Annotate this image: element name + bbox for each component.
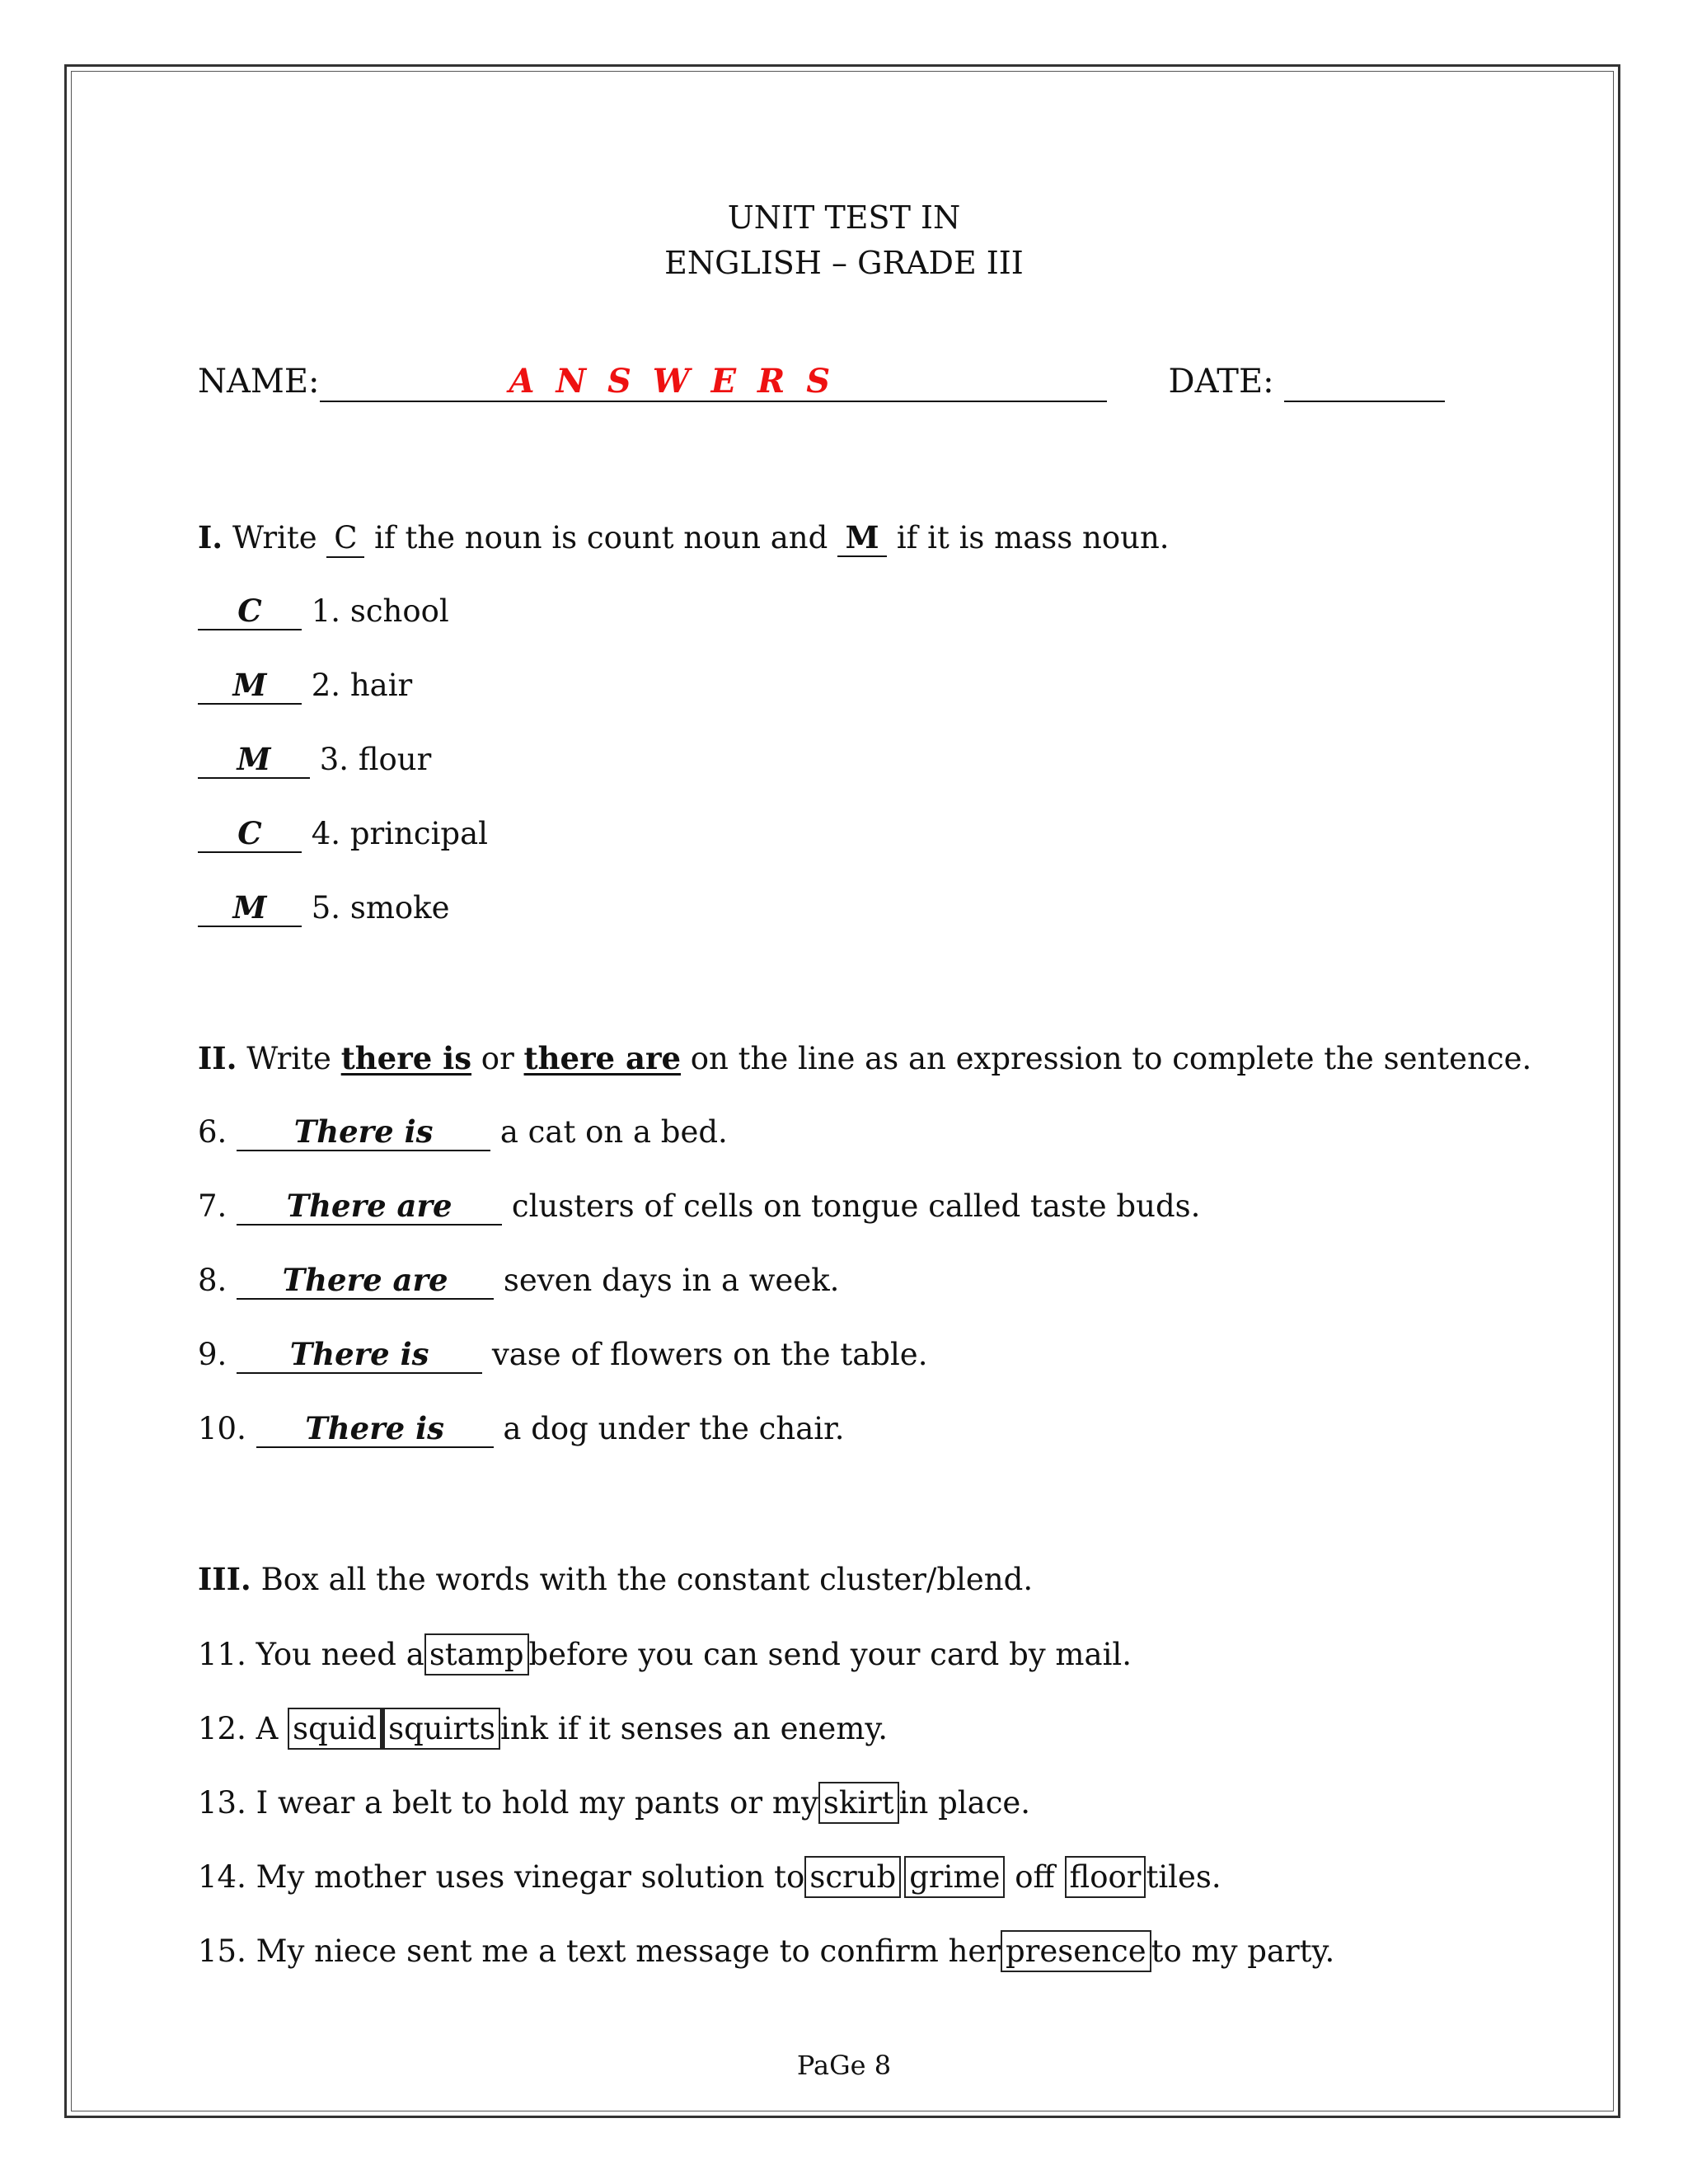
date-label: DATE: [1168,363,1274,401]
item-label: 2. hair [311,668,413,703]
date-field [1284,363,1445,402]
answer-blank: There is [256,1411,494,1448]
boxed-word: skirt [818,1782,899,1824]
section3-item-13 [198,1782,1030,1824]
sentence-part: in place. [898,1785,1031,1821]
item-number: 6. [198,1114,227,1150]
section2-item-10 [198,1411,844,1448]
sentence-part: 13. I wear a belt to hold my pants or my [198,1785,818,1821]
section1-pre: Write [232,520,317,555]
section2-item-6 [198,1114,728,1151]
section2-item-9 [198,1337,927,1374]
item-number: 8. [198,1263,227,1298]
name-answers: A N S W E R S [509,362,836,401]
option-there-is: there is [340,1040,472,1076]
boxed-word: stamp [424,1633,529,1675]
answer-blank: M [198,890,302,927]
section1-number: I. [198,519,223,555]
section1-item-4 [198,816,488,853]
item-sentence: a dog under the chair. [503,1411,845,1446]
option-there-are: there are [523,1040,681,1076]
section3-instruction [198,1561,1033,1597]
name-field [320,363,1107,402]
page-number: PaGe 8 [796,2050,892,2081]
section2-instruction [198,1040,1531,1076]
sentence-part: before you can send your card by mail. [528,1637,1132,1672]
item-sentence: a cat on a bed. [499,1114,728,1150]
item-number: 7. [198,1188,227,1224]
answer-blank: M [198,668,302,705]
section1-item-5 [198,890,450,927]
sentence-part: to my party. [1151,1933,1335,1969]
answer-blank: There are [237,1263,494,1300]
section1-item-1 [198,593,449,630]
section3-item-12 [198,1708,888,1750]
sentence-part: 12. A [198,1711,279,1746]
boxed-word: scrub [804,1856,901,1898]
answer-blank: There are [237,1188,502,1226]
test-title-line2: ENGLISH – GRADE III [664,245,1024,281]
item-label: 3. flour [319,742,432,777]
answer-blank: There is [237,1337,482,1374]
item-sentence: clusters of cells on tongue called taste buds. [511,1188,1201,1224]
sentence-part: off [1015,1859,1055,1895]
section3-item-15 [198,1930,1334,1972]
test-title-line1: UNIT TEST IN [727,199,961,236]
section2-post: on the line as an expression to complete the sentence. [690,1041,1532,1076]
section1-mid: if the noun is count noun and [374,520,828,555]
section3-number: III. [198,1561,251,1597]
sentence-part: tiles. [1146,1859,1221,1895]
boxed-word: floor [1065,1856,1146,1898]
section3-item-11 [198,1633,1132,1675]
section2-number: II. [198,1040,237,1076]
boxed-word: presence [1001,1930,1151,1972]
section3-item-14 [198,1856,1221,1898]
item-sentence: vase of flowers on the table. [491,1337,928,1372]
sentence-part: 11. You need a [198,1637,424,1672]
section1-post: if it is mass noun. [896,520,1170,555]
answer-blank: There is [237,1114,490,1151]
section2-pre: Write [246,1041,331,1076]
section3-text: Box all the words with the constant cluster/blend. [260,1562,1034,1597]
item-number: 9. [198,1337,227,1372]
sentence-part: 15. My niece sent me a text message to confirm her [198,1933,1001,1969]
answer-blank: C [198,816,302,853]
name-date-row [198,363,1445,402]
name-label: NAME: [198,363,320,401]
section2-or: or [481,1041,514,1076]
section2-item-8 [198,1263,839,1300]
section1-m-code: M [837,520,887,557]
item-label: 4. principal [311,816,488,851]
sentence-part: 14. My mother uses vinegar solution to [198,1859,805,1895]
item-label: 1. school [311,593,449,629]
answer-blank: M [198,742,310,779]
boxed-word: squirts [382,1708,500,1750]
section1-instruction [198,519,1170,558]
item-number: 10. [198,1411,246,1446]
item-sentence: seven days in a week. [503,1263,840,1298]
boxed-word: grime [904,1856,1005,1898]
section1-item-2 [198,668,412,705]
sentence-part: ink if it senses an enemy. [500,1711,889,1746]
section1-c-code: C [326,521,364,558]
boxed-word: squid [288,1708,382,1750]
section1-item-3 [198,742,431,779]
item-label: 5. smoke [311,890,450,926]
answer-blank: C [198,593,302,630]
section2-item-7 [198,1188,1200,1226]
